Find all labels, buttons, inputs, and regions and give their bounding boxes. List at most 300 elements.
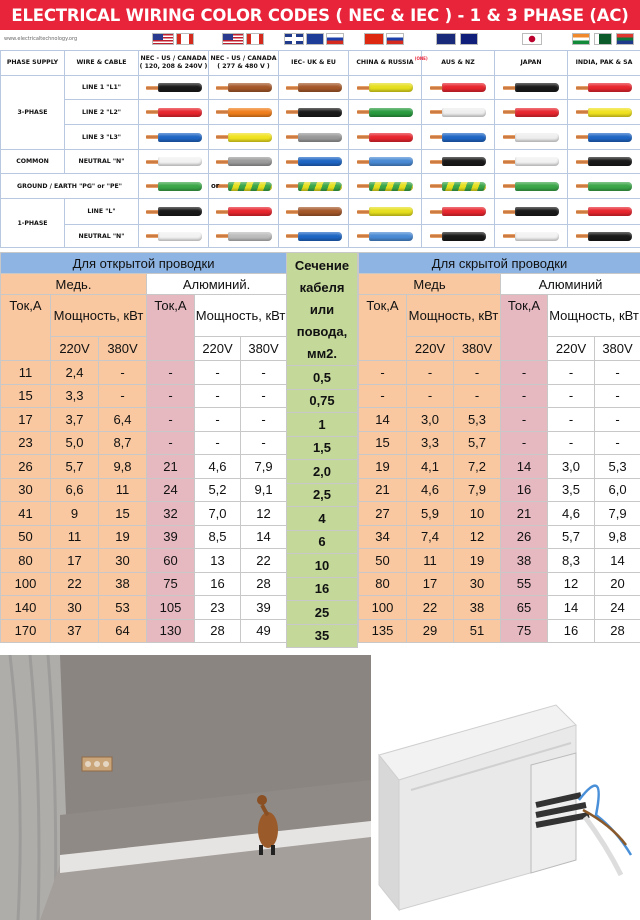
table-cell: - — [407, 361, 454, 385]
copper-header: Медь — [359, 274, 501, 295]
wire-color-cell — [209, 150, 279, 174]
room-baseboard-photo — [0, 655, 371, 920]
table-row — [359, 502, 640, 526]
table-cell: 3,7 — [51, 408, 99, 432]
table-cell: 8,3 — [548, 549, 595, 573]
cross-section-header-line: Сечение — [294, 258, 350, 273]
table-cell: 51 — [454, 619, 501, 643]
wire-icon — [216, 83, 272, 92]
aluminum-header: Алюминий — [501, 274, 640, 295]
table-cell: 2,4 — [51, 361, 99, 385]
wire-color-cell — [495, 174, 568, 199]
wiring-header-cell: CHINA & RUSSIA (ONE) — [349, 51, 422, 76]
table-cell: 11 — [99, 478, 147, 502]
wire-icon — [430, 133, 486, 142]
cross-section-table — [286, 252, 358, 648]
power-header: Мощность, кВт — [195, 295, 287, 337]
table-cell: 10 — [454, 502, 501, 526]
pakistan-flag-icon — [594, 33, 612, 45]
open-wiring-table — [0, 252, 287, 643]
table-cell: 11 — [51, 525, 99, 549]
table-cell: - — [501, 431, 548, 455]
table-cell: - — [595, 408, 640, 432]
wire-icon — [357, 108, 413, 117]
table-cell: 12 — [454, 525, 501, 549]
table-cell: 16 — [548, 619, 595, 643]
wire-color-cell — [139, 76, 209, 100]
table-cell: 24 — [595, 596, 640, 620]
table-cell: - — [241, 361, 287, 385]
wire-color-cell — [279, 100, 349, 125]
table-cell: - — [454, 384, 501, 408]
table-row — [359, 596, 640, 620]
table-cell: 4,1 — [407, 455, 454, 479]
table-cell: 3,3 — [51, 384, 99, 408]
phase-supply-label: GROUND / EARTH "PG" or "PE" — [1, 174, 139, 199]
table-cell: 21 — [359, 478, 407, 502]
table-cell: 11 — [1, 361, 51, 385]
wire-icon — [576, 157, 632, 166]
wiring-header-cell: AUS & NZ — [422, 51, 495, 76]
table-cell: 39 — [241, 596, 287, 620]
table-cell: 130 — [147, 619, 195, 643]
china-superscript: (ONE) — [414, 56, 428, 62]
table-cell: 75 — [147, 572, 195, 596]
table-cell: 80 — [359, 572, 407, 596]
table-cell: 11 — [407, 549, 454, 573]
table-cell: - — [548, 408, 595, 432]
wire-icon — [576, 133, 632, 142]
table-row — [359, 478, 640, 502]
wire-color-cell — [139, 125, 209, 150]
table-cell: 21 — [147, 455, 195, 479]
new-zealand-flag-icon — [460, 33, 478, 45]
voltage-220-header: 220V — [195, 337, 241, 361]
wire-icon — [576, 182, 632, 191]
table-cell: 140 — [1, 596, 51, 620]
wiring-header-cell: WIRE & CABLE — [65, 51, 139, 76]
wire-icon — [357, 232, 413, 241]
table-cell: 60 — [147, 549, 195, 573]
table-cell: - — [147, 431, 195, 455]
russia-flag-icon — [386, 33, 404, 45]
wire-label: LINE 1 "L1" — [65, 76, 139, 100]
table-cell: 53 — [99, 596, 147, 620]
table-cell: 9 — [51, 502, 99, 526]
or-label: or — [211, 182, 220, 190]
wire-color-cell — [495, 125, 568, 150]
wire-color-cell — [422, 150, 495, 174]
wire-color-cell — [349, 174, 422, 199]
table-row — [1, 619, 287, 643]
table-row — [359, 455, 640, 479]
table-cell: 7,9 — [454, 478, 501, 502]
wire-icon — [430, 232, 486, 241]
table-cell: 28 — [195, 619, 241, 643]
wire-icon — [503, 133, 559, 142]
table-cell: 30 — [51, 596, 99, 620]
table-cell: - — [195, 431, 241, 455]
wire-color-cell — [139, 225, 209, 248]
wire-icon — [146, 207, 202, 216]
india-flag-icon — [572, 33, 590, 45]
table-cell: 37 — [51, 619, 99, 643]
wire-color-cell — [209, 174, 279, 199]
table-cell: - — [147, 361, 195, 385]
wire-label: NEUTRAL "N" — [65, 150, 139, 174]
wire-icon — [216, 232, 272, 241]
uk-flag-icon — [284, 33, 304, 45]
wire-icon — [357, 182, 413, 191]
wire-icon — [357, 207, 413, 216]
cross-section-header-line: мм2. — [306, 346, 338, 361]
wire-label: LINE 3 "L3" — [65, 125, 139, 150]
power-header: Мощность, кВт — [51, 295, 147, 337]
table-cell: 14 — [548, 596, 595, 620]
table-cell: 80 — [1, 549, 51, 573]
wiring-row — [1, 225, 640, 248]
wiring-header-cell: PHASE SUPPLY — [1, 51, 65, 76]
table-cell: - — [548, 431, 595, 455]
table-row — [1, 502, 287, 526]
table-cell: 17 — [407, 572, 454, 596]
table-cell: 15 — [1, 384, 51, 408]
table-cell: 3,0 — [407, 408, 454, 432]
wiring-color-table — [0, 50, 640, 248]
wire-color-cell — [139, 100, 209, 125]
table-cell: 24 — [147, 478, 195, 502]
table-cell: 7,4 — [407, 525, 454, 549]
table-cell: - — [407, 384, 454, 408]
wire-color-cell — [422, 199, 495, 225]
current-header: Ток,А — [359, 295, 407, 361]
table-row — [359, 431, 640, 455]
table-cell: 41 — [1, 502, 51, 526]
table-cell: 6,6 — [51, 478, 99, 502]
wire-color-cell — [279, 225, 349, 248]
table-row — [1, 525, 287, 549]
table-cell: 14 — [241, 525, 287, 549]
canada-flag-icon — [246, 33, 264, 45]
table-cell: 4,6 — [195, 455, 241, 479]
wire-color-cell — [568, 125, 640, 150]
table-cell: 13 — [195, 549, 241, 573]
table-cell: - — [501, 384, 548, 408]
table-cell: - — [195, 361, 241, 385]
table-cell: - — [241, 431, 287, 455]
table-row — [359, 525, 640, 549]
table-cell: 23 — [1, 431, 51, 455]
eu-flag-icon — [306, 33, 324, 45]
power-header: Мощность, кВт — [548, 295, 640, 337]
table-cell: - — [595, 431, 640, 455]
current-header: Ток,А — [147, 295, 195, 361]
wiring-header-cell: INDIA, PAK & SA — [568, 51, 640, 76]
hidden-wiring-table — [358, 252, 640, 643]
table-cell: - — [454, 361, 501, 385]
table-cell: 100 — [1, 572, 51, 596]
voltage-220-header: 220V — [51, 337, 99, 361]
wire-icon — [503, 108, 559, 117]
table-cell: 17 — [51, 549, 99, 573]
table-cell: 5,7 — [548, 525, 595, 549]
wiring-header-cell: NEC - US / CANADA ( 120, 208 & 240V ) — [139, 51, 209, 76]
table-row — [359, 408, 640, 432]
table-cell: - — [595, 384, 640, 408]
wire-color-cell — [422, 225, 495, 248]
wiring-row — [1, 76, 640, 100]
table-cell: 9,8 — [595, 525, 640, 549]
wire-color-cell — [422, 125, 495, 150]
table-cell: - — [99, 384, 147, 408]
wire-color-cell — [139, 199, 209, 225]
wire-color-cell — [422, 100, 495, 125]
cross-section-value: 2,5 — [287, 483, 358, 507]
table-cell: 7,9 — [595, 502, 640, 526]
australia-flag-icon — [436, 33, 456, 45]
wire-color-cell — [495, 225, 568, 248]
wire-color-cell — [139, 174, 209, 199]
table-cell: 50 — [1, 525, 51, 549]
cross-section-header — [287, 253, 358, 366]
wire-icon — [286, 83, 342, 92]
table-cell: 14 — [501, 455, 548, 479]
cross-section-value: 0,75 — [287, 389, 358, 413]
cross-section-value: 16 — [287, 577, 358, 601]
table-cell: 38 — [99, 572, 147, 596]
table-cell: 6,4 — [99, 408, 147, 432]
wire-icon — [286, 207, 342, 216]
wire-color-cell — [139, 150, 209, 174]
cross-section-header-line: повода, — [296, 324, 348, 339]
wire-icon — [146, 108, 202, 117]
wire-icon — [503, 83, 559, 92]
hidden-wiring-title: Для скрытой проводки — [359, 253, 640, 274]
wire-color-cell — [279, 125, 349, 150]
table-row — [1, 596, 287, 620]
table-cell: 3,5 — [548, 478, 595, 502]
table-cell: 19 — [454, 549, 501, 573]
cross-section-header-line: кабеля — [299, 280, 345, 295]
aluminum-header: Алюминий. — [147, 274, 287, 295]
table-cell: 4,6 — [548, 502, 595, 526]
page-title: ELECTRICAL WIRING COLOR CODES ( NEC & IEC ) - 1 & 3 PHASE (AC) — [0, 0, 640, 30]
table-cell: 39 — [147, 525, 195, 549]
table-cell: 27 — [359, 502, 407, 526]
voltage-380-header: 380V — [595, 337, 640, 361]
table-cell: 15 — [99, 502, 147, 526]
wire-icon — [430, 83, 486, 92]
table-cell: - — [99, 361, 147, 385]
current-header: Ток,А — [1, 295, 51, 361]
wire-icon — [430, 182, 486, 191]
table-cell: - — [359, 384, 407, 408]
table-row — [1, 361, 287, 385]
wire-label: NEUTRAL "N" — [65, 225, 139, 248]
table-cell: 17 — [1, 408, 51, 432]
table-cell: 22 — [51, 572, 99, 596]
table-cell: 12 — [548, 572, 595, 596]
table-row — [1, 431, 287, 455]
wiring-row — [1, 150, 640, 174]
table-cell: 55 — [501, 572, 548, 596]
phase-supply-label: 3-PHASE — [1, 76, 65, 150]
table-cell: 29 — [407, 619, 454, 643]
cross-section-value: 10 — [287, 554, 358, 578]
cross-section-value: 1 — [287, 413, 358, 437]
wire-color-cell — [279, 76, 349, 100]
table-cell: 23 — [195, 596, 241, 620]
cross-section-value: 2,0 — [287, 460, 358, 484]
table-cell: 5,3 — [595, 455, 640, 479]
table-cell: 28 — [595, 619, 640, 643]
wire-icon — [146, 133, 202, 142]
phase-supply-label: 1-PHASE — [1, 199, 65, 248]
open-wiring-title: Для открытой проводки — [1, 253, 287, 274]
table-cell: - — [548, 384, 595, 408]
us-flag-icon — [152, 33, 174, 45]
table-cell: 14 — [359, 408, 407, 432]
wire-icon — [286, 133, 342, 142]
russia-flag-icon — [326, 33, 344, 45]
table-cell: 21 — [501, 502, 548, 526]
table-cell: 170 — [1, 619, 51, 643]
table-cell: - — [501, 361, 548, 385]
table-cell: 8,7 — [99, 431, 147, 455]
wire-icon — [216, 108, 272, 117]
voltage-220-header: 220V — [548, 337, 595, 361]
wire-icon — [216, 133, 272, 142]
table-cell: 19 — [99, 525, 147, 549]
wire-color-cell — [495, 199, 568, 225]
wiring-header-cell: JAPAN — [495, 51, 568, 76]
table-cell: - — [241, 384, 287, 408]
wire-icon — [430, 207, 486, 216]
wire-color-cell — [422, 76, 495, 100]
table-cell: 9,1 — [241, 478, 287, 502]
table-cell: 5,9 — [407, 502, 454, 526]
table-cell: - — [195, 408, 241, 432]
wire-icon — [216, 182, 272, 191]
cross-section-value: 0,5 — [287, 366, 358, 390]
table-cell: 5,3 — [454, 408, 501, 432]
wire-icon — [216, 157, 272, 166]
wire-icon — [576, 83, 632, 92]
wire-icon — [286, 232, 342, 241]
copper-header: Медь. — [1, 274, 147, 295]
table-cell: 5,7 — [454, 431, 501, 455]
wire-color-cell — [279, 199, 349, 225]
table-row — [359, 619, 640, 643]
wire-color-cell — [495, 76, 568, 100]
wire-icon — [503, 182, 559, 191]
table-row — [1, 549, 287, 573]
japan-flag-icon — [522, 33, 542, 45]
wire-icon — [357, 133, 413, 142]
table-cell: 12 — [241, 502, 287, 526]
table-cell: 26 — [1, 455, 51, 479]
cable-channel-photo — [371, 655, 640, 920]
table-cell: 3,3 — [407, 431, 454, 455]
china-flag-icon — [364, 33, 384, 45]
south-africa-flag-icon — [616, 33, 634, 45]
wire-icon — [576, 207, 632, 216]
canada-flag-icon — [176, 33, 194, 45]
wire-color-cell — [209, 199, 279, 225]
table-cell: 30 — [1, 478, 51, 502]
website-label: www.electricaltechnology.org — [4, 36, 78, 42]
table-cell: 30 — [454, 572, 501, 596]
wire-icon — [286, 157, 342, 166]
voltage-380-header: 380V — [454, 337, 501, 361]
table-cell: 7,9 — [241, 455, 287, 479]
table-cell: 32 — [147, 502, 195, 526]
wire-color-cell — [349, 150, 422, 174]
cross-section-value: 35 — [287, 624, 358, 648]
table-cell: - — [147, 408, 195, 432]
table-cell: 14 — [595, 549, 640, 573]
wire-color-cell — [495, 150, 568, 174]
table-cell: - — [595, 361, 640, 385]
wire-label: LINE "L" — [65, 199, 139, 225]
wire-color-cell — [568, 76, 640, 100]
table-cell: 105 — [147, 596, 195, 620]
wire-icon — [430, 157, 486, 166]
table-cell: 28 — [241, 572, 287, 596]
wire-color-cell — [349, 100, 422, 125]
table-cell: 135 — [359, 619, 407, 643]
table-cell: 6,0 — [595, 478, 640, 502]
wire-color-cell — [209, 100, 279, 125]
wire-color-cell — [568, 199, 640, 225]
table-row — [359, 361, 640, 385]
phase-supply-label: COMMON — [1, 150, 65, 174]
wire-color-cell — [422, 174, 495, 199]
wire-color-cell — [349, 199, 422, 225]
table-cell: 7,2 — [454, 455, 501, 479]
wiring-row — [1, 100, 640, 125]
wire-color-cell — [568, 150, 640, 174]
wire-icon — [357, 83, 413, 92]
cross-section-value: 1,5 — [287, 436, 358, 460]
wire-color-cell — [349, 76, 422, 100]
table-row — [1, 478, 287, 502]
table-cell: 64 — [99, 619, 147, 643]
table-row — [1, 384, 287, 408]
wiring-header-cell: NEC - US / CANADA ( 277 & 480 V ) — [209, 51, 279, 76]
table-row — [1, 572, 287, 596]
voltage-380-header: 380V — [241, 337, 287, 361]
table-cell: 75 — [501, 619, 548, 643]
us-flag-icon — [222, 33, 244, 45]
table-cell: 7,0 — [195, 502, 241, 526]
wire-color-cell — [279, 174, 349, 199]
table-cell: - — [359, 361, 407, 385]
flag-row — [0, 30, 640, 50]
wire-icon — [576, 108, 632, 117]
wiring-header-cell: IEC- UK & EU — [279, 51, 349, 76]
cross-section-header-line: или — [309, 302, 335, 317]
wire-icon — [503, 157, 559, 166]
table-cell: 8,5 — [195, 525, 241, 549]
wire-color-cell — [349, 125, 422, 150]
table-cell: 16 — [501, 478, 548, 502]
table-cell: - — [147, 384, 195, 408]
table-cell: 5,2 — [195, 478, 241, 502]
wire-color-cell — [209, 125, 279, 150]
table-cell: - — [195, 384, 241, 408]
table-cell: 9,8 — [99, 455, 147, 479]
